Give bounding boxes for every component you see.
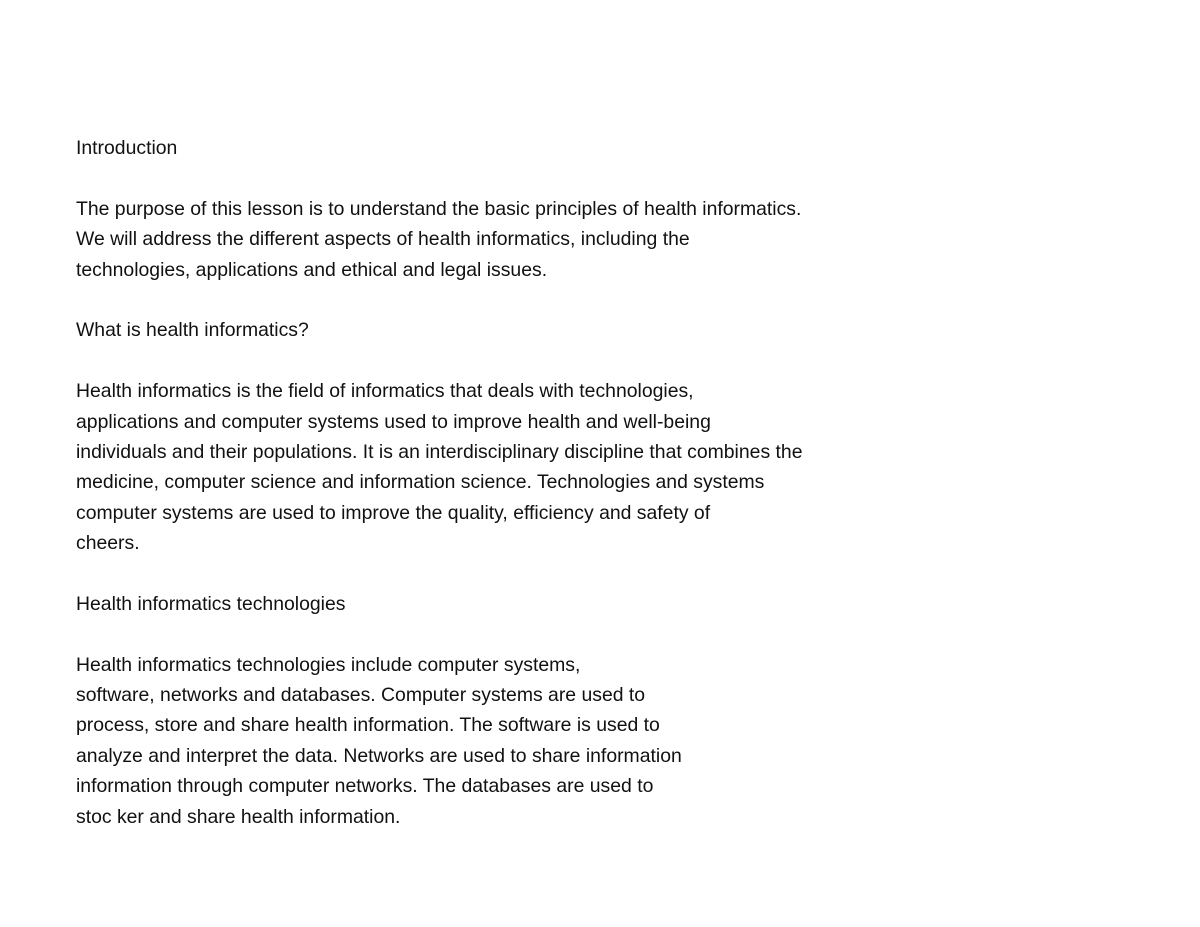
paragraph-spacer	[76, 558, 1156, 588]
section-heading-technologies: Health informatics technologies	[76, 592, 346, 615]
paragraph-spacer	[76, 619, 1156, 649]
paragraph-spacer	[76, 346, 1156, 376]
paragraph-line: information through computer networks. The databases are used to	[76, 775, 654, 798]
paragraph-line: Health informatics technologies include computer systems,	[76, 653, 581, 676]
paragraph-line: stoc ker and share health information.	[76, 805, 401, 828]
paragraph-line: individuals and their populations. It is an interdisciplinary discipline that combines the	[76, 440, 803, 463]
paragraph-line: process, store and share health information. The software is used to	[76, 714, 660, 737]
paragraph-line: analyze and interpret the data. Networks are used to share information	[76, 744, 682, 767]
paragraph-line: The purpose of this lesson is to understand the basic principles of health informatics.	[76, 197, 802, 220]
paragraph-line: medicine, computer science and information science. Technologies and systems	[76, 471, 765, 494]
section-heading-introduction: Introduction	[76, 137, 178, 159]
paragraph-spacer	[76, 163, 1156, 193]
paragraph-line: software, networks and databases. Computer systems are used to	[76, 684, 646, 707]
section-heading-what-is: What is health informatics?	[76, 319, 309, 342]
paragraph-line: cheers.	[76, 532, 140, 555]
paragraph-line: computer systems are used to improve the quality, efficiency and safety of	[76, 501, 711, 524]
paragraph-line: We will address the different aspects of health informatics, including the	[76, 228, 690, 251]
paragraph-line: technologies, applications and ethical and legal issues.	[76, 258, 548, 281]
paragraph-line: applications and computer systems used to improve health and well-being	[76, 410, 711, 433]
paragraph-spacer	[76, 285, 1156, 315]
document-body	[76, 133, 1156, 832]
paragraph-line: Health informatics is the field of informatics that deals with technologies,	[76, 380, 694, 403]
